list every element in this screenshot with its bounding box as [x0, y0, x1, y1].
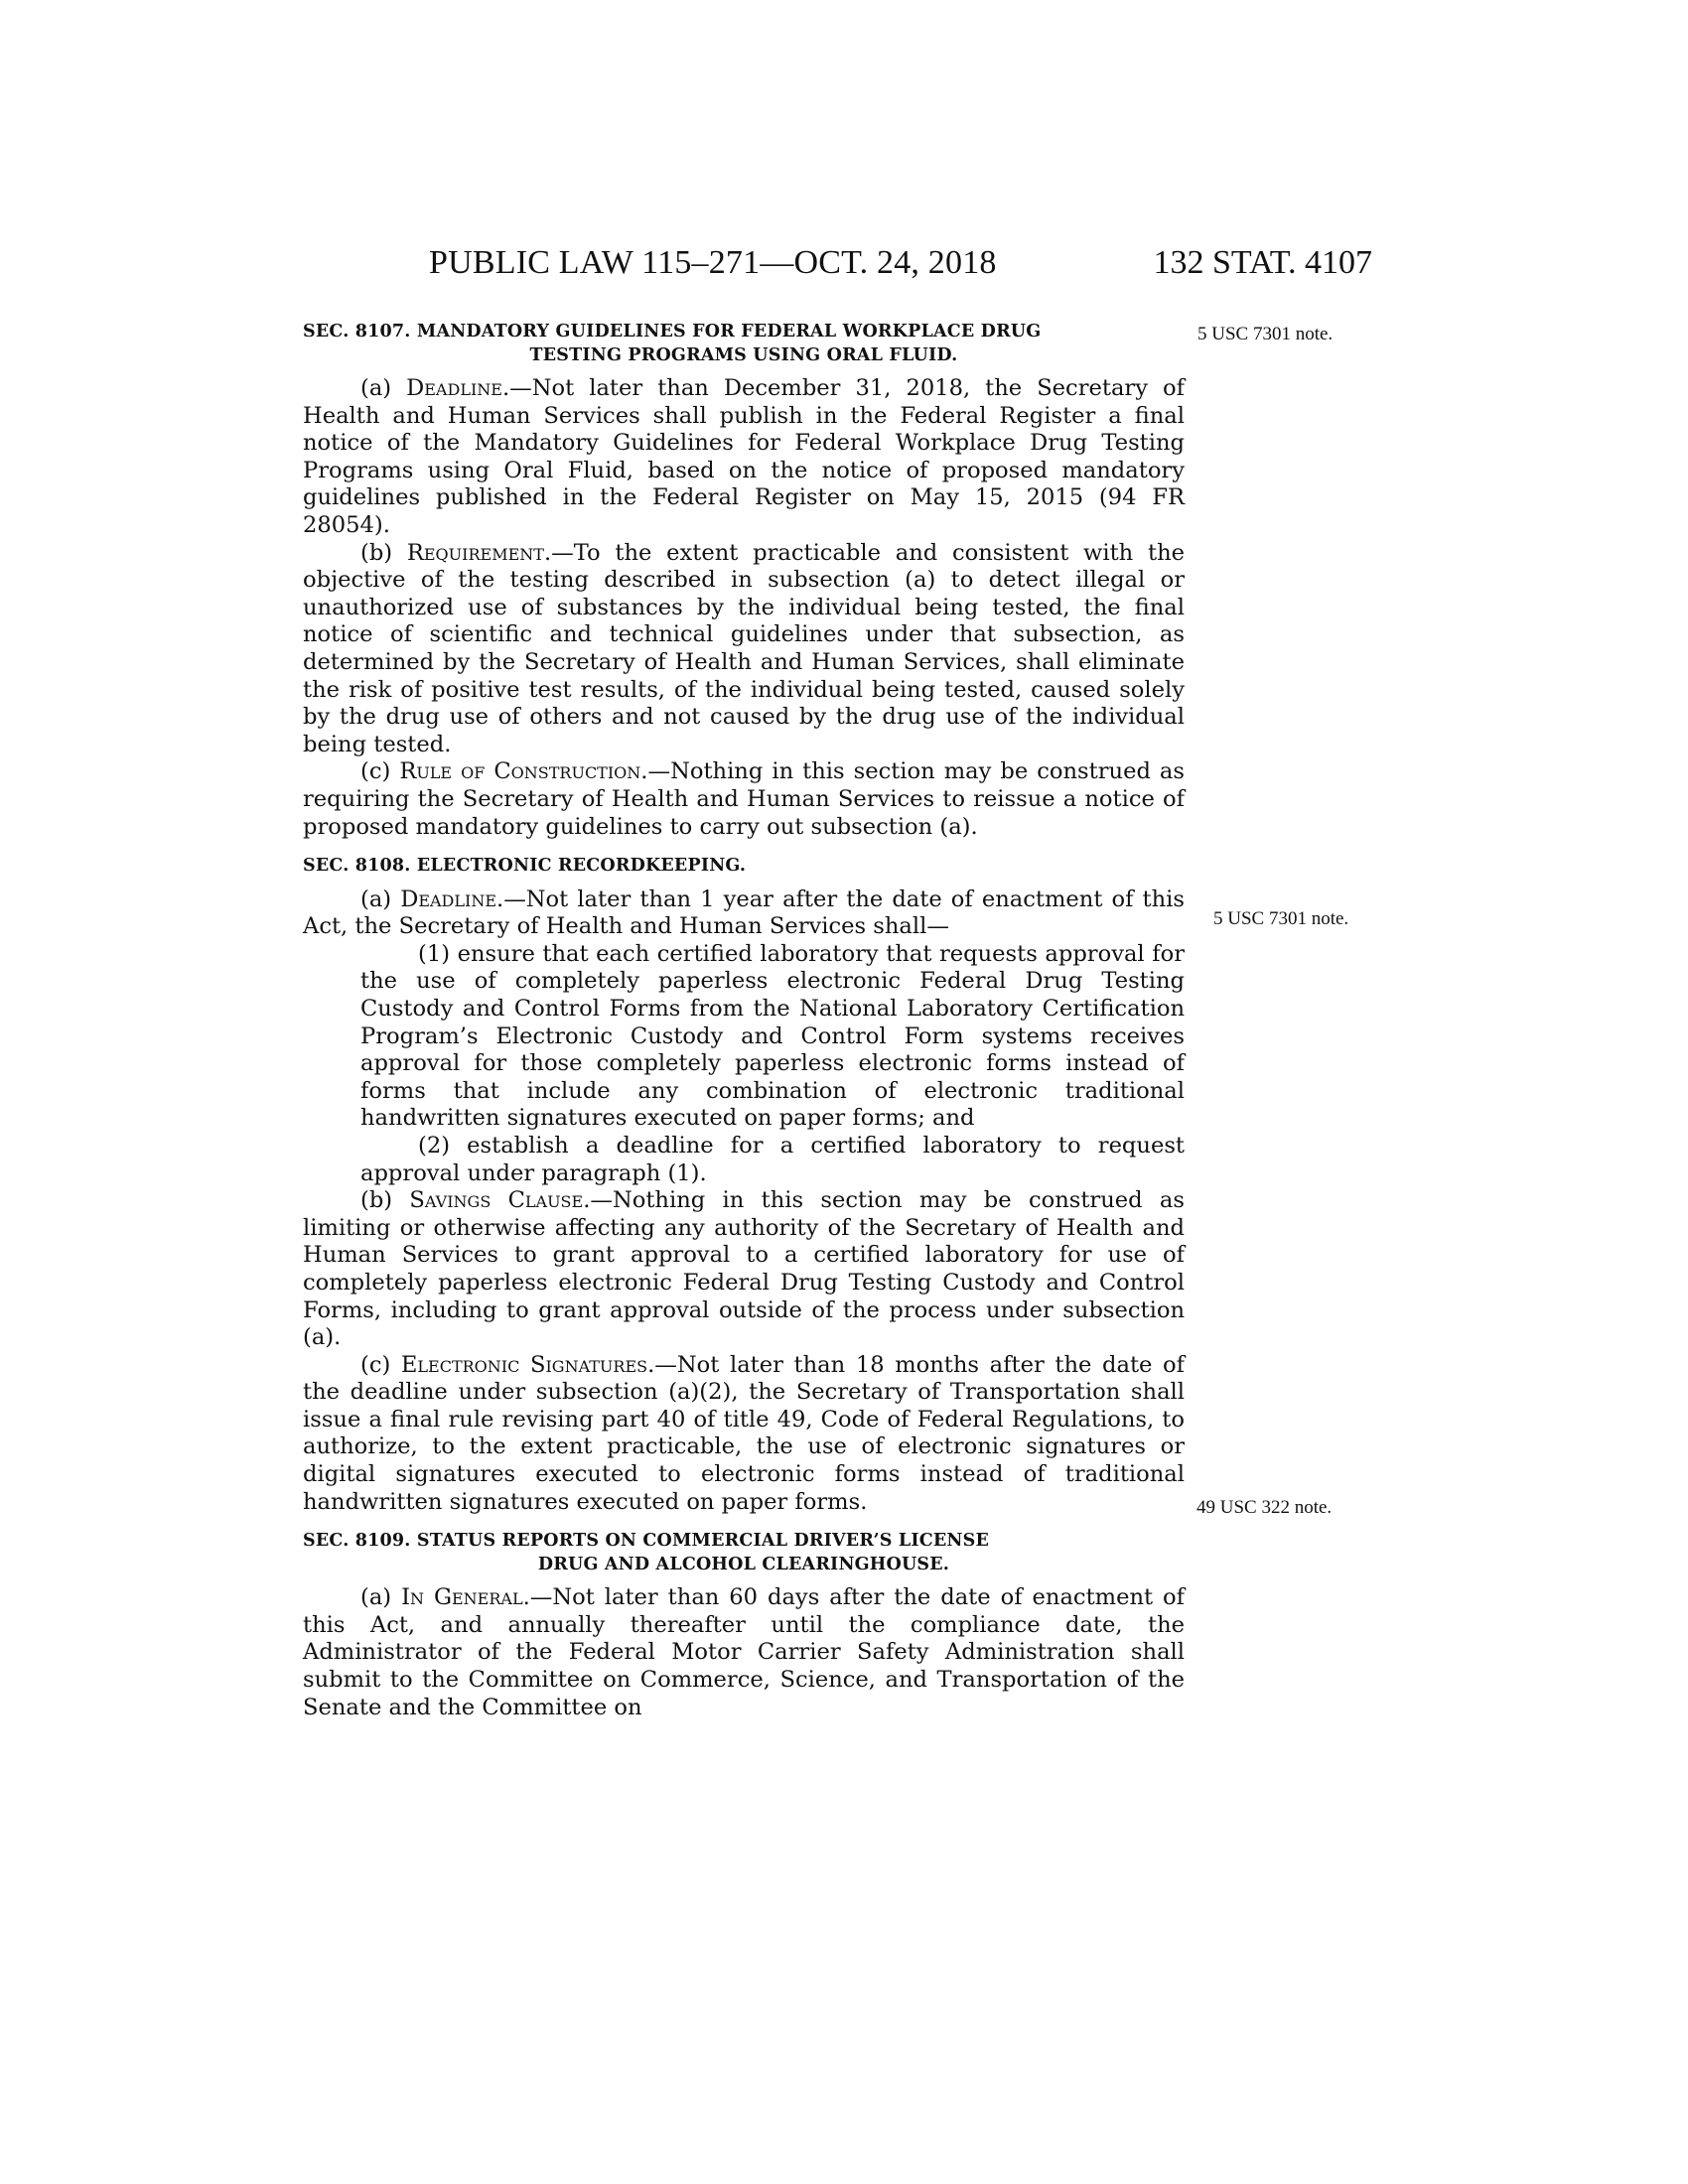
- section-heading-continuation: TESTING PROGRAMS USING ORAL FLUID.: [529, 344, 958, 365]
- subsection-label: Requirement: [406, 539, 544, 566]
- subsection-c-rule-of-construction: (c) Rule of Construction.—Nothing in this section may be construed as requiring the Secretary of Health and Human Services to reissue a notice of proposed mandatory guidelines to carry out subsection (a).: [303, 758, 1185, 840]
- subsection-label: Rule of Construction: [399, 758, 641, 785]
- subsection-b-requirement: (b) Requirement.—To the extent practicable and consistent with the objective of the testing described in subsection (a) to detect illegal or unauthorized use of substances by the individual being tested, the final notice of scientific and technical guidelines under that subsection, as determined by the Secretary of Health and Human Services, shall eliminate the risk of positive test results, of the individual being tested, caused solely by the drug use of others and not caused by the drug use of the individual being tested.: [303, 539, 1185, 757]
- margin-note-electronic-signatures: 49 USC 322 note.: [1196, 1497, 1333, 1518]
- section-heading-8107: [303, 321, 1185, 367]
- section-heading-text: SEC. 8107. MANDATORY GUIDELINES FOR FEDERAL WORKPLACE DRUG: [303, 322, 1042, 341]
- margin-note-sec-8107: 5 USC 7301 note.: [1197, 324, 1334, 344]
- paragraph-1: (1) ensure that each certified laboratory that requests approval for the use of completely paperless electronic Federal Drug Testing Custody and Control Forms from the National Laboratory Certification Program’s Electronic Custody and Control Form systems receives approval for those completely paperless electronic forms instead of forms that include any combination of electronic traditional handwritten signatures executed on paper forms; and: [360, 940, 1185, 1132]
- margin-note-sec-8108: 5 USC 7301 note.: [1213, 908, 1349, 929]
- subsection-label: In General: [401, 1584, 523, 1611]
- subsection-label: Deadline: [400, 886, 497, 912]
- section-heading-8109: [303, 1530, 1185, 1576]
- section-heading-text: SEC. 8109. STATUS REPORTS ON COMMERCIAL DRIVER’S LICENSE: [303, 1531, 989, 1552]
- section-heading-text: SEC. 8108. ELECTRONIC RECORDKEEPING.: [303, 856, 747, 877]
- subsection-a-in-general: (a) In General.—Not later than 60 days after the date of enactment of this Act, and annually thereafter until the compliance date, the Administrator of the Federal Motor Carrier Safety Administration shall submit to the Committee on Commerce, Science, and Transportation of the Senate and the Committee on: [303, 1584, 1185, 1720]
- subsection-label: Electronic Signatures: [400, 1351, 648, 1378]
- subsection-a-deadline: (a) Deadline.—Not later than 1 year after the date of enactment of this Act, the Secretary of Health and Human Services shall—: [303, 886, 1185, 940]
- paragraph-2: (2) establish a deadline for a certified laboratory to request approval under paragraph (1).: [360, 1132, 1185, 1186]
- subsection-label: Savings Clause: [409, 1187, 584, 1214]
- section-heading-8108: [303, 855, 1185, 879]
- statute-citation: 132 STAT. 4107: [1153, 244, 1372, 281]
- subsection-a-deadline: (a) Deadline.—Not later than December 31, 2018, the Secretary of Health and Human Services shall publish in the Federal Register a final notice of the Mandatory Guidelines for Federal Workplace Drug Testing Programs using Oral Fluid, based on the notice of proposed mandatory guidelines published in the Federal Register on May 15, 2015 (94 FR 28054).: [303, 375, 1185, 538]
- subsection-b-savings-clause: (b) Savings Clause.—Nothing in this section may be construed as limiting or otherwise affecting any authority of the Secretary of Health and Human Services to grant approval to a certified laboratory for use of completely paperless electronic Federal Drug Testing Custody and Control Forms, including to grant approval outside of the process under subsection (a).: [303, 1187, 1186, 1351]
- subsection-c-electronic-signatures: (c) Electronic Signatures.—Not later than 18 months after the date of the deadline under subsection (a)(2), the Secretary of Transportation shall issue a final rule revising part 40 of title 49, Code of Federal Regulations, to authorize, to the extent practicable, the use of electronic signatures or digital signatures executed to electronic forms instead of traditional handwritten signatures executed on paper forms.: [303, 1351, 1185, 1515]
- running-title: PUBLIC LAW 115–271—OCT. 24, 2018: [429, 244, 997, 281]
- subsection-label: Deadline: [406, 375, 502, 401]
- section-heading-continuation: DRUG AND ALCOHOL CLEARINGHOUSE.: [537, 1554, 950, 1574]
- body-text: [303, 321, 1185, 1721]
